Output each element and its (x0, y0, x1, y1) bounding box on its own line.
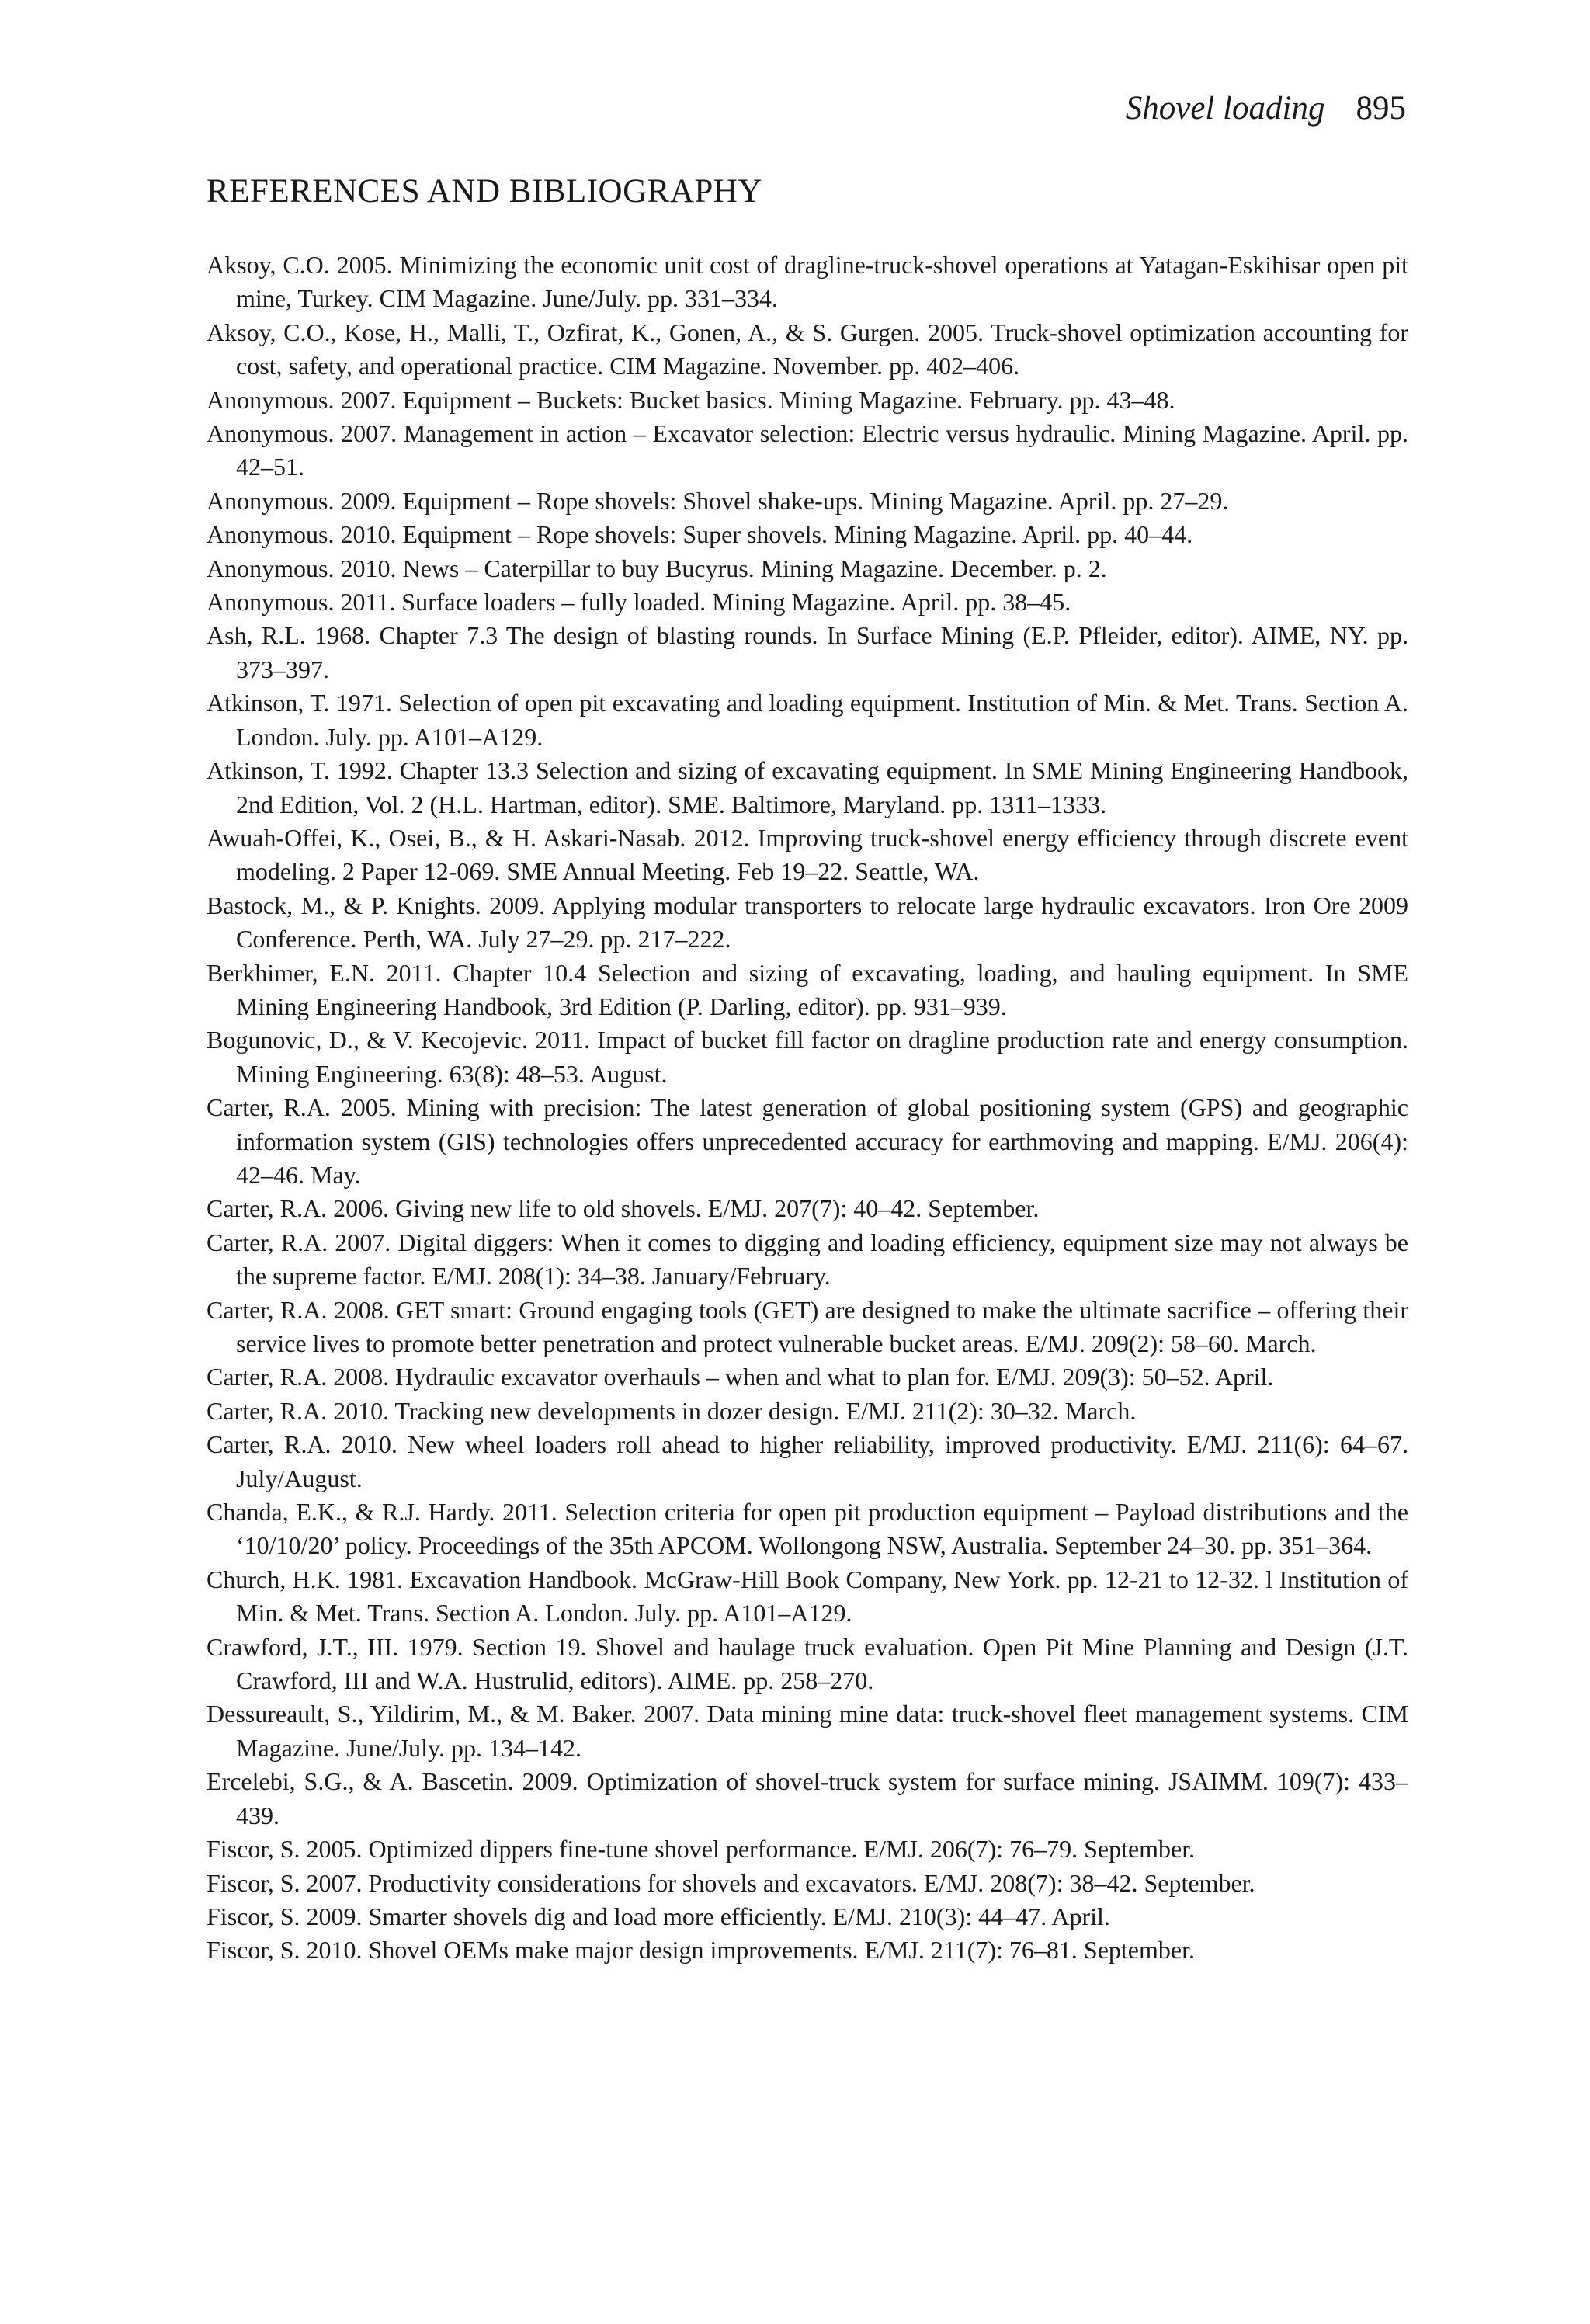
reference-entry: Awuah-Offei, K., Osei, B., & H. Askari-Nasab. 2012. Improving truck-shovel energy efficiency through discrete event modeling. 2 Paper 12-069. SME Annual Meeting. Feb 19–22. Seattle, WA. (207, 823, 1408, 886)
reference-list (207, 248, 1408, 1968)
reference-entry: Carter, R.A. 2008. GET smart: Ground engaging tools (GET) are designed to make the ultimate sacrifice – offering their service lives to promote better penetration and protect vulnerable bucket areas. E/MJ. 209(2): 58–60. March. (207, 1295, 1408, 1357)
reference-entry: Berkhimer, E.N. 2011. Chapter 10.4 Selection and sizing of excavating, loading, and hauling equipment. In SME Mining Engineering Handbook, 3rd Edition (P. Darling, editor). pp. 931–939. (207, 958, 1408, 1020)
section-title: REFERENCES AND BIBLIOGRAPHY (207, 173, 762, 210)
reference-entry: Anonymous. 2009. Equipment – Rope shovels: Shovel shake-ups. Mining Magazine. April. pp. 27–29. (207, 486, 1229, 515)
reference-entry: Atkinson, T. 1971. Selection of open pit excavating and loading equipment. Institution of Min. & Met. Trans. Section A. London. July. pp. A101–A129. (207, 689, 1408, 751)
reference-entry: Ash, R.L. 1968. Chapter 7.3 The design of blasting rounds. In Surface Mining (E.P. Pfleider, editor). AIME, NY. pp. 373–397. (207, 621, 1408, 683)
page-number: 895 (1356, 90, 1406, 127)
reference-entry: Chanda, E.K., & R.J. Hardy. 2011. Selection criteria for open pit production equipment – Payload distributions and the ‘10/10/20’ policy. Proceedings of the 35th APCOM. Wollongong NSW, Australia. September 24–30. pp. 351–364. (207, 1498, 1408, 1560)
reference-entry: Aksoy, C.O., Kose, H., Malli, T., Ozfirat, K., Gonen, A., & S. Gurgen. 2005. Truck-shovel optimization accounting for cost, safety, and operational practice. CIM Magazine. November. pp. 402–406. (207, 318, 1408, 380)
reference-entry: Anonymous. 2007. Equipment – Buckets: Bucket basics. Mining Magazine. February. pp. 43–48. (207, 385, 1175, 414)
reference-entry: Bogunovic, D., & V. Kecojevic. 2011. Impact of bucket fill factor on dragline production rate and energy consumption. Mining Engineering. 63(8): 48–53. August. (207, 1026, 1408, 1088)
running-title: Shovel loading (1125, 90, 1325, 127)
reference-entry: Carter, R.A. 2007. Digital diggers: When it comes to digging and loading efficiency, equipment size may not always be the supreme factor. E/MJ. 208(1): 34–38. January/February. (207, 1228, 1408, 1291)
reference-entry: Carter, R.A. 2005. Mining with precision: The latest generation of global positioning system (GPS) and geographic information system (GIS) technologies offers unprecedented accuracy for earthmoving and mapping. E/MJ. 206(4): 42–46. May. (207, 1093, 1408, 1189)
reference-entry: Carter, R.A. 2006. Giving new life to old shovels. E/MJ. 207(7): 40–42. September. (207, 1194, 1040, 1223)
reference-entry: Anonymous. 2007. Management in action – Excavator selection: Electric versus hydraulic. Mining Magazine. April. pp. 42–51. (207, 419, 1408, 481)
reference-entry: Aksoy, C.O. 2005. Minimizing the economic unit cost of dragline-truck-shovel operations at Yatagan-Eskihisar open pit mine, Turkey. CIM Magazine. June/July. pp. 331–334. (207, 251, 1408, 313)
reference-entry: Carter, R.A. 2010. Tracking new developments in dozer design. E/MJ. 211(2): 30–32. March. (207, 1396, 1137, 1425)
running-head (1126, 92, 1406, 125)
reference-entry: Fiscor, S. 2007. Productivity considerations for shovels and excavators. E/MJ. 208(7): 38–42. September. (207, 1868, 1255, 1897)
reference-entry: Anonymous. 2010. News – Caterpillar to buy Bucyrus. Mining Magazine. December. p. 2. (207, 554, 1107, 582)
reference-entry: Crawford, J.T., III. 1979. Section 19. Shovel and haulage truck evaluation. Open Pit Mine Planning and Design (J.T. Crawford, III and W.A. Hustrulid, editors). AIME. pp. 258–270. (207, 1632, 1408, 1695)
reference-entry: Anonymous. 2010. Equipment – Rope shovels: Super shovels. Mining Magazine. April. pp. 40–44. (207, 520, 1193, 549)
reference-entry: Church, H.K. 1981. Excavation Handbook. McGraw-Hill Book Company, New York. pp. 12-21 to 12-32. l Institution of Min. & Met. Trans. Section A. London. July. pp. A101–A129. (207, 1565, 1408, 1627)
reference-entry: Atkinson, T. 1992. Chapter 13.3 Selection and sizing of excavating equipment. In SME Mining Engineering Handbook, 2nd Edition, Vol. 2 (H.L. Hartman, editor). SME. Baltimore, Maryland. pp. 1311–1333. (207, 756, 1408, 818)
reference-entry: Carter, R.A. 2008. Hydraulic excavator overhauls – when and what to plan for. E/MJ. 209(3): 50–52. April. (207, 1363, 1274, 1391)
reference-entry: Fiscor, S. 2010. Shovel OEMs make major design improvements. E/MJ. 211(7): 76–81. September. (207, 1936, 1195, 1964)
reference-entry: Ercelebi, S.G., & A. Bascetin. 2009. Optimization of shovel-truck system for surface mining. JSAIMM. 109(7): 433–439. (207, 1767, 1408, 1829)
reference-entry: Carter, R.A. 2010. New wheel loaders roll ahead to higher reliability, improved productivity. E/MJ. 211(6): 64–67. July/August. (207, 1430, 1408, 1492)
reference-entry: Bastock, M., & P. Knights. 2009. Applying modular transporters to relocate large hydraulic excavators. Iron Ore 2009 Conference. Perth, WA. July 27–29. pp. 217–222. (207, 891, 1408, 954)
reference-entry: Fiscor, S. 2005. Optimized dippers fine-tune shovel performance. E/MJ. 206(7): 76–79. September. (207, 1835, 1196, 1864)
reference-entry: Dessureault, S., Yildirim, M., & M. Baker. 2007. Data mining mine data: truck-shovel fleet management systems. CIM Magazine. June/July. pp. 134–142. (207, 1700, 1408, 1762)
reference-entry: Fiscor, S. 2009. Smarter shovels dig and load more efficiently. E/MJ. 210(3): 44–47. April. (207, 1902, 1110, 1930)
reference-entry: Anonymous. 2011. Surface loaders – fully loaded. Mining Magazine. April. pp. 38–45. (207, 588, 1071, 617)
